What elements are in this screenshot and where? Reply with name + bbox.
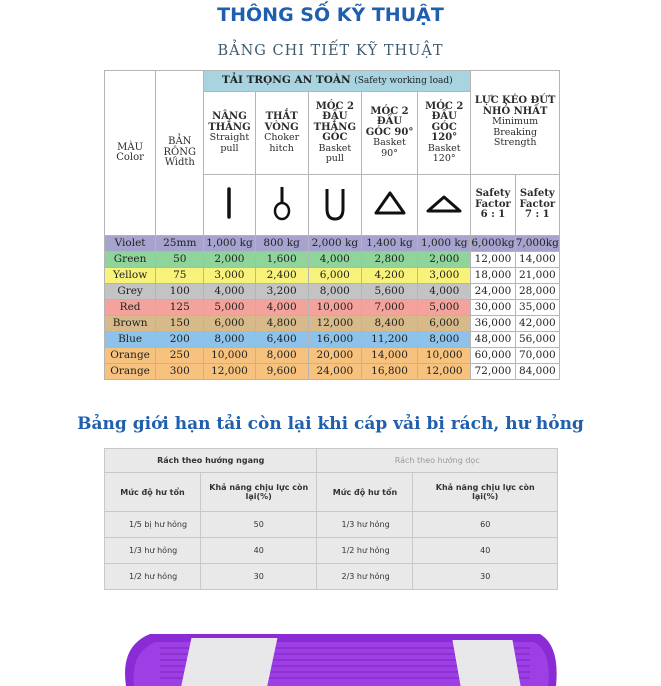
cell-value: 12,000 (418, 364, 471, 380)
header-straight-pull (204, 92, 255, 175)
spec-row (105, 268, 560, 284)
cell-value: 2,000 (418, 252, 471, 268)
min-break-en2: Breaking (493, 126, 538, 138)
basket90-vi1: MÓC 2 (370, 105, 409, 117)
damage-cell-v-level: 1/3 hư hỏng (317, 512, 413, 538)
cell-value: 24,000 (471, 284, 515, 300)
cell-value: 8,000 (308, 284, 361, 300)
basket120-en2: 120° (432, 153, 456, 164)
spec-row (105, 252, 560, 268)
cell-value: 1,600 (255, 252, 308, 268)
basket-en2: pull (325, 153, 344, 164)
cell-value: 12,000 (204, 364, 255, 380)
page-title: THÔNG SỐ KỸ THUẬT (217, 4, 444, 26)
cell-width: 250 (156, 348, 204, 364)
basket120-vi3: GÓC (431, 121, 457, 133)
cell-width: 200 (156, 332, 204, 348)
min-break-en3: Strength (493, 137, 537, 149)
cell-width: 25mm (156, 236, 204, 252)
cell-value: 28,000 (515, 284, 559, 300)
header-width (156, 71, 204, 236)
damage-cell-h-pct: 50 (201, 512, 317, 538)
header-color (105, 71, 156, 236)
damage-row (105, 564, 558, 590)
cell-value: 16,000 (308, 332, 361, 348)
cell-value: 10,000 (308, 300, 361, 316)
min-break-en1: Minimum (492, 116, 539, 128)
col-level-h: Mức độ hư tổn (105, 473, 201, 512)
basket-vi4: GÓC (322, 132, 348, 143)
choker-en2: hitch (269, 142, 294, 154)
header-width-vi1: BẢN (168, 136, 192, 148)
cell-value: 4,000 (204, 284, 255, 300)
basket120-vi1: MÓC 2 (425, 100, 464, 112)
cell-value: 1,400 kg (361, 236, 417, 252)
cell-value: 18,000 (471, 268, 515, 284)
cell-value: 6,000 (418, 316, 471, 332)
basket120-en1: Basket (427, 142, 461, 154)
basket-90-icon (361, 175, 417, 236)
spec-row (105, 348, 560, 364)
cell-value: 2,800 (361, 252, 417, 268)
cell-color: Grey (105, 284, 156, 300)
cell-value: 72,000 (471, 364, 515, 380)
spec-row (105, 316, 560, 332)
basket90-en1: Basket (373, 137, 406, 149)
cell-value: 8,000 (418, 332, 471, 348)
choker-vi1: THẮT (265, 111, 298, 122)
cell-value: 20,000 (308, 348, 361, 364)
straight-pull-icon (204, 175, 255, 236)
cell-color: Orange (105, 348, 156, 364)
cell-width: 300 (156, 364, 204, 380)
min-break-vi1: LỰC KÉO ĐỨT (474, 95, 556, 107)
spec-body (105, 236, 560, 380)
choker-vi2: VÒNG (264, 121, 299, 133)
cell-value: 3,000 (204, 268, 255, 284)
cell-value: 4,800 (255, 316, 308, 332)
cell-color: Brown (105, 316, 156, 332)
damage-cell-h-level: 1/3 hư hỏng (105, 538, 201, 564)
cell-value: 84,000 (515, 364, 559, 380)
cell-value: 24,000 (308, 364, 361, 380)
basket-vi3: THẲNG (313, 121, 356, 133)
sf6-l1: Safety (475, 188, 511, 200)
straight-vi1: NÂNG (212, 111, 247, 122)
damage-title: Bảng giới hạn tải còn lại khi cáp vải bị rách, hư hỏng (77, 414, 584, 434)
damage-body (105, 512, 558, 590)
choker-en1: Choker (264, 132, 300, 143)
spec-row (105, 236, 560, 252)
damage-cell-v-pct: 30 (413, 564, 558, 590)
cell-value: 2,000 (204, 252, 255, 268)
header-basket-pull (308, 92, 361, 175)
cell-value: 10,000 (204, 348, 255, 364)
basket90-vi3: GÓC 90° (365, 126, 414, 138)
header-basket-90 (361, 92, 417, 175)
cell-value: 7,000kg (515, 236, 559, 252)
header-color-en: Color (116, 152, 144, 163)
cell-value: 6,000 (308, 268, 361, 284)
cell-value: 3,000 (418, 268, 471, 284)
sf6-l3: 6 : 1 (480, 209, 506, 221)
cell-value: 7,000 (361, 300, 417, 316)
sf7-l2: Factor (519, 198, 556, 210)
cell-width: 150 (156, 316, 204, 332)
cell-value: 6,400 (255, 332, 308, 348)
cell-value: 70,000 (515, 348, 559, 364)
basket90-vi2: ĐẦU (376, 116, 403, 128)
group-vertical: Rách theo hướng dọc (317, 449, 558, 473)
basket120-vi2: ĐẦU (431, 111, 457, 122)
cell-value: 12,000 (308, 316, 361, 332)
cell-value: 8,000 (255, 348, 308, 364)
sf7-l3: 7 : 1 (525, 209, 550, 221)
straight-en1: Straight (209, 132, 250, 143)
cell-value: 16,800 (361, 364, 417, 380)
cell-color: Red (105, 300, 156, 316)
basket90-en2: 90° (381, 147, 398, 159)
header-color-vi: MÀU (117, 141, 144, 153)
header-min-break (471, 71, 560, 175)
safety-factor-6 (471, 175, 515, 236)
swl-header (204, 71, 471, 92)
cell-value: 3,200 (255, 284, 308, 300)
header-width-en: Width (164, 157, 195, 169)
col-capacity-v: Khả năng chịu lực còn lại(%) (413, 473, 558, 512)
damage-cell-v-level: 2/3 hư hỏng (317, 564, 413, 590)
straight-vi2: THẲNG (208, 121, 251, 133)
cell-value: 14,000 (361, 348, 417, 364)
cell-value: 6,000kg (471, 236, 515, 252)
cell-value: 5,000 (418, 300, 471, 316)
cell-value: 4,000 (418, 284, 471, 300)
cell-value: 30,000 (471, 300, 515, 316)
cell-value: 35,000 (515, 300, 559, 316)
cell-width: 50 (156, 252, 204, 268)
damage-cell-h-level: 1/2 hư hỏng (105, 564, 201, 590)
cell-value: 48,000 (471, 332, 515, 348)
spec-row (105, 284, 560, 300)
cell-value: 1,000 kg (418, 236, 471, 252)
basket-en1: Basket (318, 142, 352, 154)
cell-value: 36,000 (471, 316, 515, 332)
cell-value: 800 kg (255, 236, 308, 252)
cell-value: 5,000 (204, 300, 255, 316)
spec-row (105, 300, 560, 316)
damage-cell-v-pct: 60 (413, 512, 558, 538)
cell-value: 60,000 (471, 348, 515, 364)
cell-value: 8,400 (361, 316, 417, 332)
col-level-v: Mức độ hư tổn (317, 473, 413, 512)
damage-cell-h-pct: 30 (201, 564, 317, 590)
cell-width: 100 (156, 284, 204, 300)
damage-cell-v-pct: 40 (413, 538, 558, 564)
damage-row (105, 512, 558, 538)
straight-en2: pull (220, 142, 239, 154)
cell-value: 5,600 (361, 284, 417, 300)
cell-value: 42,000 (515, 316, 559, 332)
damage-table (104, 448, 558, 590)
cell-value: 2,400 (255, 268, 308, 284)
swl-header-vi: TẢI TRỌNG AN TOÀN (222, 74, 351, 87)
col-capacity-h: Khả năng chịu lực còn lại(%) (201, 473, 317, 512)
cell-value: 8,000 (204, 332, 255, 348)
sf7-l1: Safety (519, 188, 555, 200)
cell-value: 2,000 kg (308, 236, 361, 252)
spec-subtitle: BẢNG CHI TIẾT KỸ THUẬT (217, 43, 444, 59)
cell-width: 125 (156, 300, 204, 316)
cell-value: 9,600 (255, 364, 308, 380)
basket-pull-icon (308, 175, 361, 236)
sf6-l2: Factor (475, 198, 511, 210)
cell-width: 75 (156, 268, 204, 284)
spec-table (104, 70, 560, 380)
basket-vi2: ĐẦU (322, 111, 348, 122)
basket120-vi4: 120° (431, 132, 458, 143)
damage-cell-v-level: 1/2 hư hỏng (317, 538, 413, 564)
cell-color: Blue (105, 332, 156, 348)
header-basket-120 (418, 92, 471, 175)
cell-value: 14,000 (515, 252, 559, 268)
damage-row (105, 538, 558, 564)
basket-120-icon (418, 175, 471, 236)
cell-color: Green (105, 252, 156, 268)
cell-value: 56,000 (515, 332, 559, 348)
choker-hitch-icon (255, 175, 308, 236)
cell-value: 4,000 (255, 300, 308, 316)
header-width-vi2: RỘNG (163, 146, 196, 158)
group-horizontal: Rách theo hướng ngang (105, 449, 317, 473)
cell-value: 4,000 (308, 252, 361, 268)
cell-value: 10,000 (418, 348, 471, 364)
swl-header-en: (Safety working load) (354, 76, 453, 87)
cell-color: Violet (105, 236, 156, 252)
cell-value: 11,200 (361, 332, 417, 348)
spec-row (105, 332, 560, 348)
damage-cell-h-level: 1/5 bị hư hỏng (105, 512, 201, 538)
safety-factor-7 (515, 175, 559, 236)
min-break-vi2: NHỎ NHẤT (482, 105, 548, 117)
cell-value: 1,000 kg (204, 236, 255, 252)
cell-value: 6,000 (204, 316, 255, 332)
sling-strap-image (120, 626, 560, 686)
cell-value: 21,000 (515, 268, 559, 284)
cell-color: Yellow (105, 268, 156, 284)
cell-value: 12,000 (471, 252, 515, 268)
cell-color: Orange (105, 364, 156, 380)
cell-value: 4,200 (361, 268, 417, 284)
damage-cell-h-pct: 40 (201, 538, 317, 564)
spec-row (105, 364, 560, 380)
basket-vi1: MÓC 2 (315, 100, 354, 112)
header-choker-hitch (255, 92, 308, 175)
